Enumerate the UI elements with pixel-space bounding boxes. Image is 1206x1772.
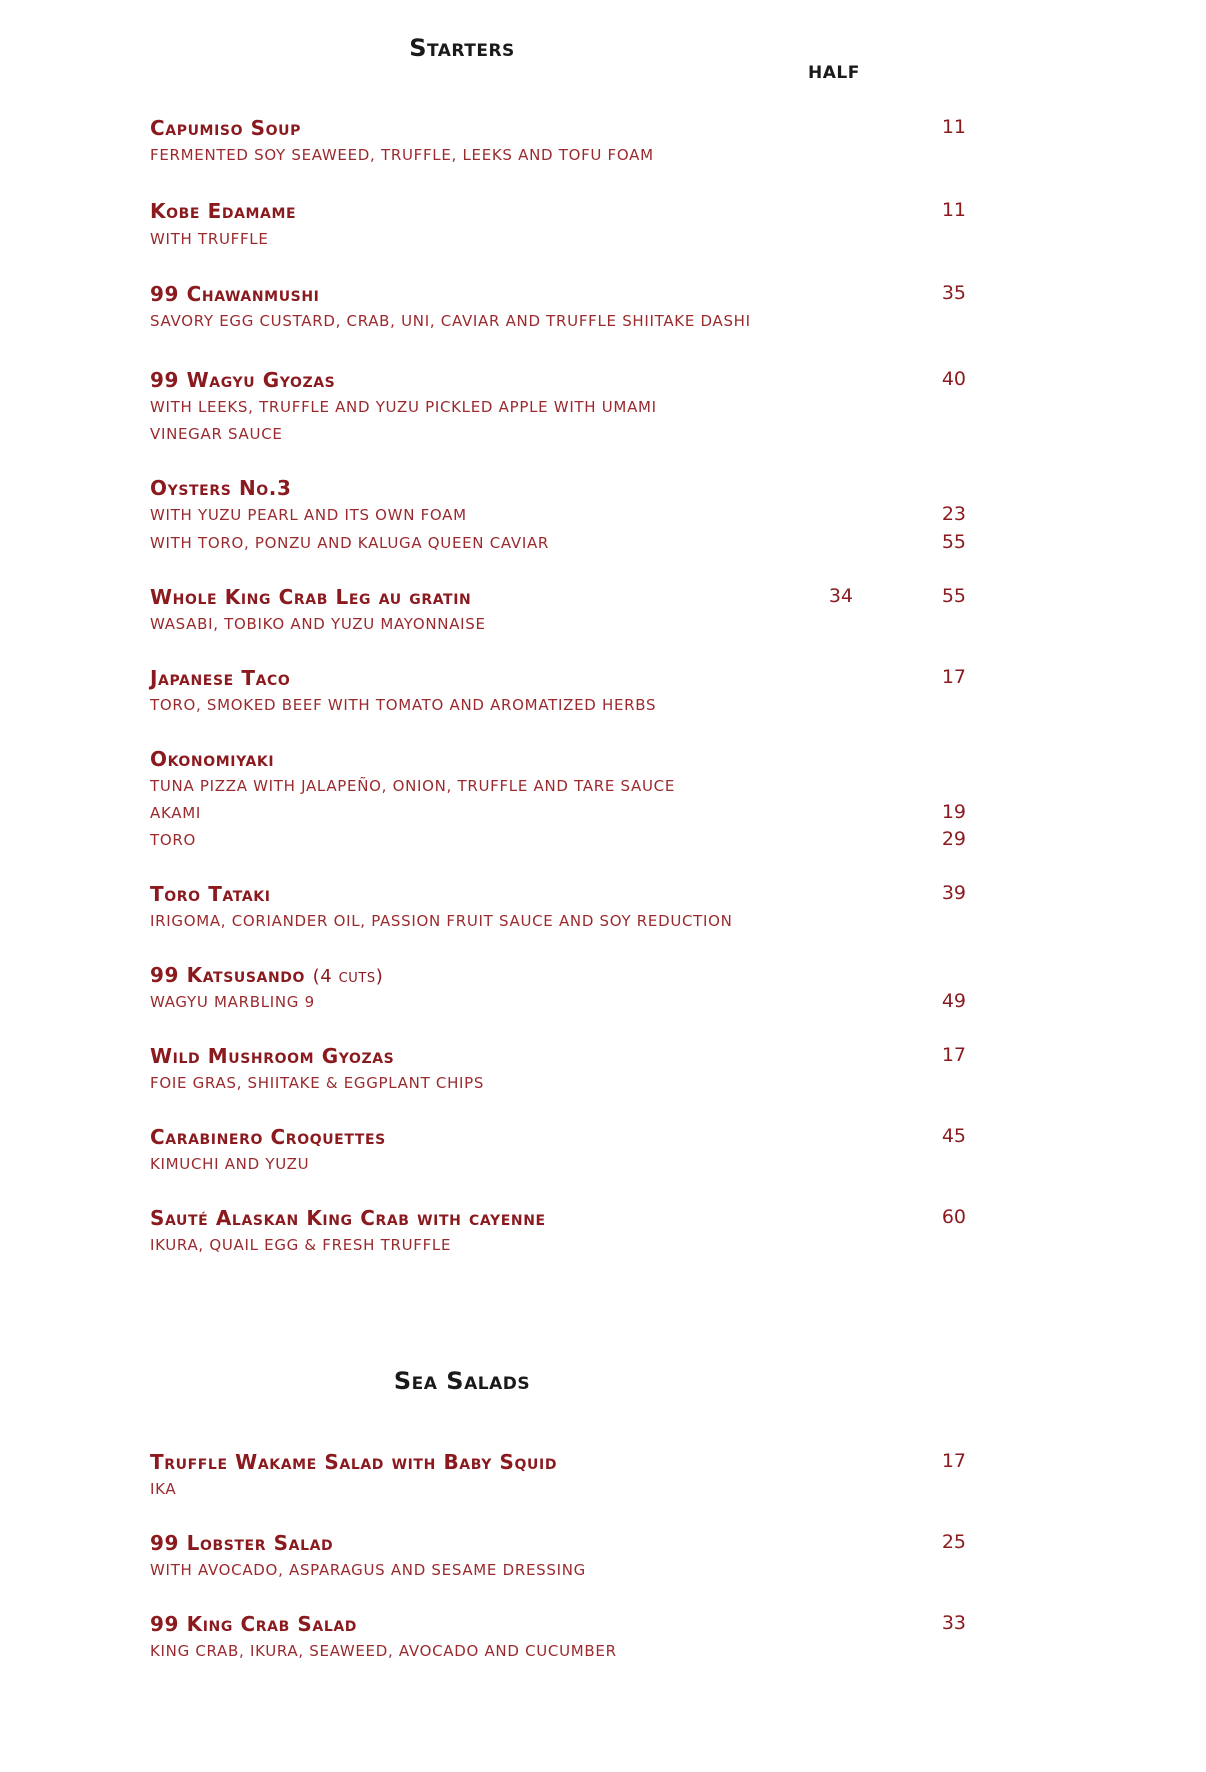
menu-item-description: SAVORY EGG CUSTARD, CRAB, UNI, CAVIAR AND TRUFFLE SHIITAKE DASHI (150, 312, 751, 330)
menu-item-price: 45 (941, 1125, 966, 1147)
menu-item-name-text: 99 Katsusando (150, 963, 305, 987)
menu-item-price: 35 (941, 282, 966, 304)
menu-item-name (150, 963, 383, 987)
menu-item-description: FOIE GRAS, SHIITAKE & EGGPLANT CHIPS (150, 1074, 485, 1092)
menu-item-description: WASABI, TOBIKO AND YUZU MAYONNAISE (150, 615, 486, 633)
menu-item-name: Oysters No.3 (150, 476, 292, 500)
menu-item-price: 39 (941, 882, 966, 904)
menu-item-description: WITH LEEKS, TRUFFLE AND YUZU PICKLED APPLE WITH UMAMI (150, 398, 657, 416)
menu-item-price: 17 (941, 1450, 966, 1472)
section-title-sea-salads: Sea Salads (393, 1367, 531, 1395)
menu-item-description: TUNA PIZZA WITH JALAPEÑO, ONION, TRUFFLE AND TARE SAUCE (150, 777, 676, 795)
menu-item-description: WITH AVOCADO, ASPARAGUS AND SESAME DRESSING (150, 1561, 586, 1579)
menu-item-price: 60 (941, 1206, 966, 1228)
menu-item-price: 40 (941, 368, 966, 390)
menu-item-name: Wild Mushroom Gyozas (150, 1044, 395, 1068)
menu-item-name: Truffle Wakame Salad with Baby Squid (150, 1450, 558, 1474)
menu-item-description: TORO, SMOKED BEEF WITH TOMATO AND AROMATIZED HERBS (150, 696, 657, 714)
menu-item-name: 99 Chawanmushi (150, 282, 320, 306)
menu-item-price: 11 (941, 116, 966, 138)
section-title-starters: Starters (409, 34, 515, 62)
menu-item-price: 49 (941, 990, 966, 1012)
menu-item-price: 25 (941, 1531, 966, 1553)
menu-item-name: Japanese Taco (150, 666, 291, 690)
menu-item-description: VINEGAR SAUCE (150, 425, 283, 443)
menu-item-description: IRIGOMA, CORIANDER OIL, PASSION FRUIT SAUCE AND SOY REDUCTION (150, 912, 733, 930)
menu-item-name: Toro Tataki (150, 882, 271, 906)
menu-item-description: KIMUCHI AND YUZU (150, 1155, 310, 1173)
menu-item-half-price: 34 (828, 585, 853, 607)
menu-item-price: 33 (941, 1612, 966, 1634)
menu-item-description: IKURA, QUAIL EGG & FRESH TRUFFLE (150, 1236, 452, 1254)
menu-item-price: 17 (941, 666, 966, 688)
menu-item-name: Sauté Alaskan King Crab with cayenne (150, 1206, 546, 1230)
menu-item-description: FERMENTED SOY SEAWEED, TRUFFLE, LEEKS AND TOFU FOAM (150, 146, 654, 164)
menu-item-description: TORO (150, 831, 196, 849)
menu-item-price: 23 (941, 503, 966, 525)
menu-item-price: 17 (941, 1044, 966, 1066)
menu-item-name: 99 King Crab Salad (150, 1612, 358, 1636)
menu-item-name: 99 Lobster Salad (150, 1531, 334, 1555)
menu-item-name: Carabinero Croquettes (150, 1125, 386, 1149)
menu-item-price: 19 (941, 801, 966, 823)
menu-item-price: 55 (941, 585, 966, 607)
menu-item-description: AKAMI (150, 804, 201, 822)
menu-item-description: IKA (150, 1480, 177, 1498)
menu-item-name: Whole King Crab Leg au gratin (150, 585, 472, 609)
menu-item-name: Capumiso Soup (150, 116, 301, 140)
menu-item-name: 99 Wagyu Gyozas (150, 368, 336, 392)
column-header-half: HALF (808, 63, 860, 83)
menu-item-price: 55 (941, 531, 966, 553)
menu-item-price: 11 (941, 199, 966, 221)
menu-item-name: Okonomiyaki (150, 747, 275, 771)
menu-item-note: (4 cuts) (312, 966, 384, 987)
menu-item-description: WITH TRUFFLE (150, 230, 269, 248)
menu-item-name: Kobe Edamame (150, 199, 297, 223)
menu-item-description: KING CRAB, IKURA, SEAWEED, AVOCADO AND CUCUMBER (150, 1642, 617, 1660)
menu-item-description: WITH TORO, PONZU AND KALUGA QUEEN CAVIAR (150, 534, 550, 552)
menu-item-description: WAGYU MARBLING 9 (150, 993, 315, 1011)
menu-item-price: 29 (941, 828, 966, 850)
menu-item-description: WITH YUZU PEARL AND ITS OWN FOAM (150, 506, 467, 524)
